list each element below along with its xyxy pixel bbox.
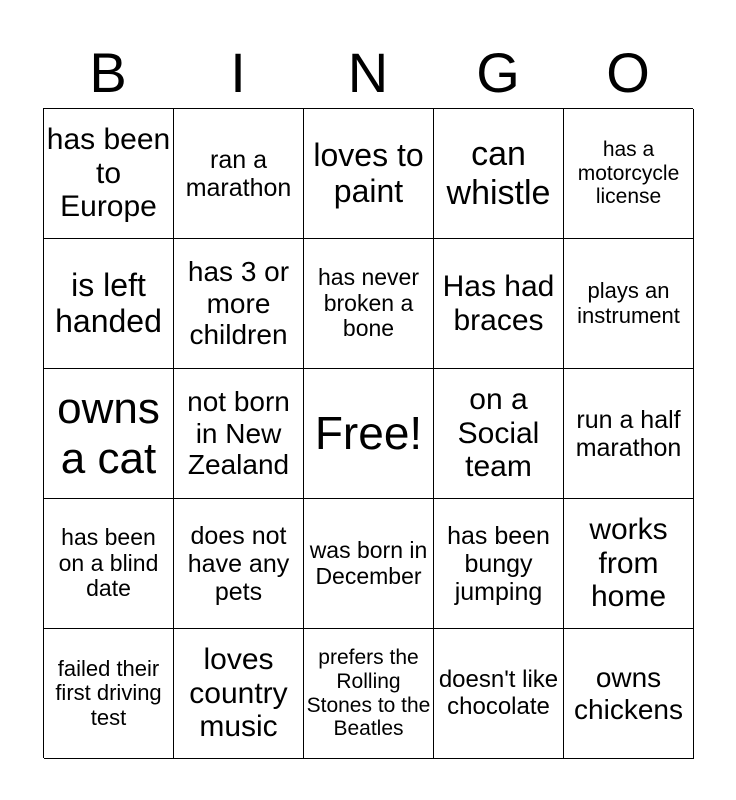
square-label: loves to paint [313,136,424,209]
bingo-square[interactable] [44,499,174,629]
square-label: has never broken a bone [317,263,419,342]
bingo-square[interactable] [564,499,694,629]
square-label: has been bungy jumping [447,521,550,606]
header-letter-n: N [347,41,389,104]
square-label: owns chickens [574,662,683,725]
bingo-square[interactable] [434,109,564,239]
bingo-square[interactable] [174,629,304,759]
bingo-square[interactable] [564,629,694,759]
bingo-square[interactable] [434,629,564,759]
bingo-square[interactable] [434,239,564,369]
bingo-square[interactable] [44,369,174,499]
bingo-square[interactable] [174,499,304,629]
bingo-square[interactable] [174,239,304,369]
square-label: can whistle [446,135,551,212]
header-letter-i: I [230,41,246,104]
square-label: owns a cat [57,384,160,483]
square-label: run a half marathon [575,405,682,462]
square-label: failed their first driving test [55,655,162,730]
square-label: ran a marathon [185,145,292,202]
bingo-square[interactable] [304,239,434,369]
square-label: doesn't like chocolate [438,665,559,720]
bingo-square[interactable] [434,499,564,629]
square-label: is left handed [55,266,162,339]
square-label: works from home [589,513,668,614]
bingo-square[interactable] [174,109,304,239]
square-label: not born in New Zealand [187,386,290,481]
square-label: Has had braces [442,269,555,337]
bingo-header [43,38,693,108]
bingo-square[interactable] [564,109,694,239]
square-label: on a Social team [457,383,540,484]
bingo-square[interactable] [44,109,174,239]
header-letter-o: O [606,41,650,104]
header-letter-b: B [89,41,127,104]
square-label: has been to Europe [46,123,171,224]
square-label: plays an instrument [577,277,680,328]
bingo-square[interactable] [44,239,174,369]
square-label: has been on a blind date [58,523,159,602]
square-label: prefers the Rolling Stones to the Beatles [306,646,431,741]
square-label: Free! [314,406,423,459]
bingo-square[interactable] [304,499,434,629]
bingo-card-grid [43,108,693,758]
bingo-square[interactable] [564,239,694,369]
bingo-square[interactable] [434,369,564,499]
bingo-square[interactable] [564,369,694,499]
square-label: loves country music [189,643,288,744]
bingo-square[interactable] [304,109,434,239]
free-space[interactable] [304,369,434,499]
square-label: has 3 or more children [187,256,290,351]
square-label: was born in December [309,536,428,589]
bingo-square[interactable] [174,369,304,499]
square-label: does not have any pets [187,521,290,606]
bingo-square[interactable] [304,629,434,759]
bingo-square[interactable] [44,629,174,759]
square-label: has a motorcycle license [577,138,680,209]
header-letter-g: G [476,41,520,104]
